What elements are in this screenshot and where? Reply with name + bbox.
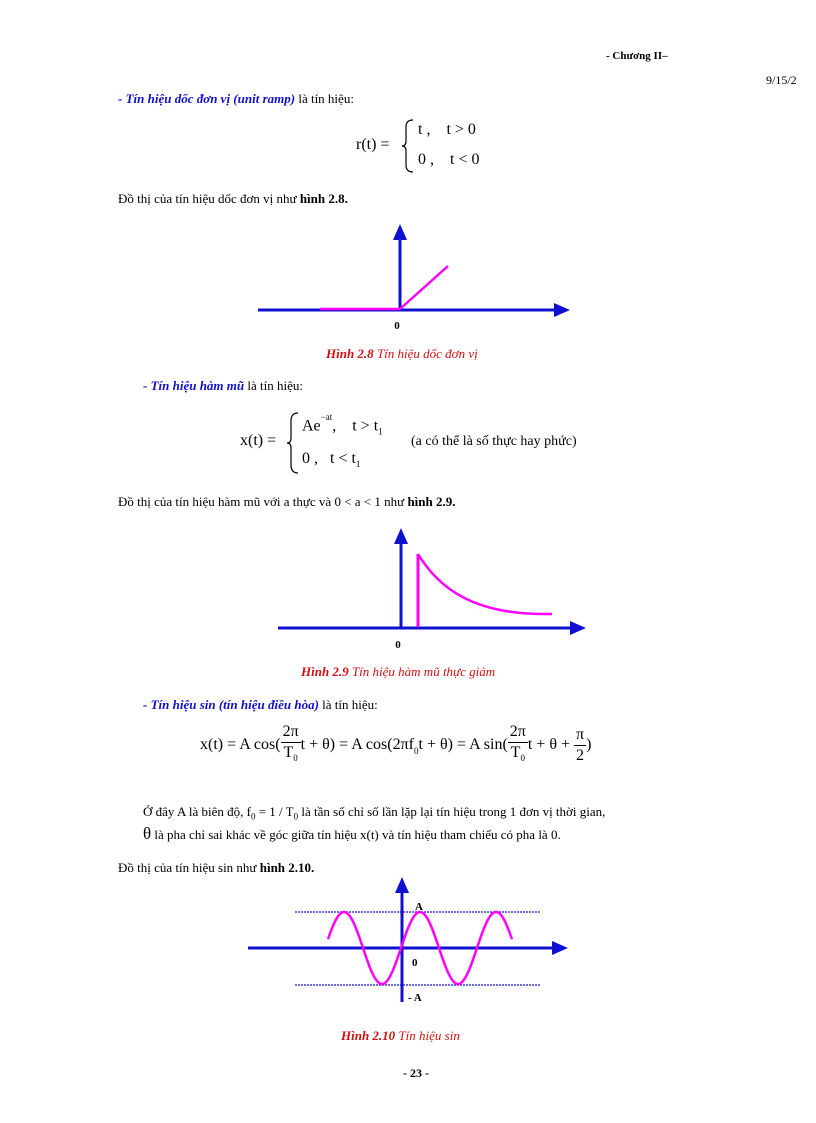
sin-y-arrow-icon bbox=[395, 877, 409, 893]
sin-theta-symbol: θ bbox=[143, 824, 152, 843]
sin-frac-1-num: 2π bbox=[281, 722, 301, 743]
sin-caption bbox=[341, 1028, 460, 1044]
exp-case1-sub: 1 bbox=[378, 426, 383, 437]
exp-x-arrow-icon bbox=[570, 621, 586, 635]
exp-title: - Tín hiệu hàm mũ bbox=[143, 378, 245, 393]
ramp-eq-lhs: r(t) = bbox=[356, 136, 390, 153]
sin-desc-1a: Ở đây A là biên độ, f bbox=[143, 804, 251, 819]
sin-desc-1c: là tần số chỉ số lần lặp lại tín hiệu trong 1 đơn vị thời gian, bbox=[298, 804, 606, 819]
sin-desc-sub1: 0 bbox=[250, 811, 256, 822]
sin-x-arrow-icon bbox=[552, 941, 568, 955]
sin-f-sub: 0 bbox=[414, 746, 419, 757]
exp-caption-number: Hình 2.9 bbox=[301, 664, 349, 679]
ramp-graph-text bbox=[118, 191, 348, 207]
ramp-brace bbox=[401, 119, 415, 173]
ramp-intro: là tín hiệu: bbox=[298, 91, 354, 106]
exp-caption bbox=[301, 664, 495, 680]
exp-y-arrow-icon bbox=[394, 528, 408, 544]
sin-label-neg-A: - A bbox=[408, 992, 422, 1004]
sin-frac-2-den: T bbox=[510, 744, 521, 761]
ramp-signal-slope bbox=[400, 266, 448, 309]
sin-frac-3-num: π bbox=[574, 725, 586, 746]
sin-caption-text: Tín hiệu sin bbox=[398, 1028, 460, 1043]
sin-desc-1b: = 1 / T bbox=[255, 804, 294, 819]
exp-caption-text: Tín hiệu hàm mũ thực giảm bbox=[351, 664, 496, 679]
sin-frac-1-den-sub: 0 bbox=[293, 753, 298, 764]
sin-label-A: A bbox=[415, 901, 423, 913]
sin-eq-lhs: x(t) = A cos( bbox=[200, 736, 281, 754]
ramp-title: - Tín hiệu dốc đơn vị (unit ramp) bbox=[118, 91, 296, 106]
sin-eq-mid1: t + θ) = A cos(2πf bbox=[300, 736, 414, 754]
exp-case2-sub: 1 bbox=[355, 459, 361, 470]
exp-graph-text bbox=[118, 494, 456, 510]
sin-graph-sentence: Đồ thị của tín hiệu sin như bbox=[118, 860, 257, 875]
exp-origin-label: 0 bbox=[395, 639, 401, 651]
sin-intro: là tín hiệu: bbox=[322, 697, 378, 712]
exp-heading bbox=[143, 378, 303, 394]
sin-title: - Tín hiệu sin (tín hiệu điều hòa) bbox=[143, 697, 319, 712]
exp-intro: là tín hiệu: bbox=[247, 378, 303, 393]
exp-brace bbox=[286, 412, 300, 474]
ramp-equation bbox=[356, 117, 556, 175]
ramp-heading bbox=[118, 91, 354, 107]
sin-figure bbox=[240, 872, 580, 1017]
sin-frac-3 bbox=[574, 725, 586, 766]
sin-frac-3-den: 2 bbox=[576, 746, 585, 764]
sin-desc-1 bbox=[143, 804, 605, 825]
ramp-y-arrow-icon bbox=[393, 224, 407, 240]
exp-case2 bbox=[302, 450, 360, 469]
exp-note: (a có thể là số thực hay phức) bbox=[411, 434, 577, 449]
chapter-header: - Chương II– bbox=[606, 50, 668, 62]
ramp-figure bbox=[250, 220, 580, 335]
ramp-origin-label: 0 bbox=[394, 320, 400, 332]
ramp-x-arrow-icon bbox=[554, 303, 570, 317]
ramp-caption-text: Tín hiệu dốc đơn vị bbox=[376, 346, 478, 361]
sin-frac-1 bbox=[281, 722, 301, 768]
sin-caption-number: Hình 2.10 bbox=[341, 1028, 396, 1043]
sin-equation bbox=[200, 722, 591, 768]
sin-desc-sub2: 0 bbox=[293, 811, 299, 822]
exp-graph-ref: hình 2.9. bbox=[407, 494, 456, 509]
ramp-case1: t , t > 0 bbox=[418, 121, 476, 138]
exp-figure bbox=[270, 522, 600, 652]
exp-case1 bbox=[302, 412, 383, 437]
ramp-caption-number: Hình 2.8 bbox=[326, 346, 374, 361]
page-number: - 23 - bbox=[403, 1066, 429, 1080]
sin-desc-2 bbox=[143, 826, 561, 843]
sin-origin-label: 0 bbox=[412, 957, 418, 969]
sin-desc-2-text: là pha chỉ sai khác về góc giữa tín hiệu x(t) và tín hiệu tham chiếu có pha là 0. bbox=[151, 827, 561, 842]
ramp-case2: 0 , t < 0 bbox=[418, 151, 480, 168]
sin-eq-mid2: t + θ) = A sin( bbox=[418, 736, 508, 754]
exp-signal-decay bbox=[418, 554, 552, 614]
sin-frac-2-num: 2π bbox=[508, 722, 528, 743]
exp-case1-exponent: −at bbox=[320, 412, 333, 422]
sin-eq-mid3: t + θ + bbox=[527, 736, 571, 754]
sin-frac-1-den: T bbox=[283, 744, 294, 761]
date-header: 9/15/2 bbox=[766, 73, 797, 87]
exp-eq-lhs: x(t) = bbox=[240, 432, 277, 449]
sin-eq-end: ) bbox=[586, 736, 592, 754]
exp-case1-cond: , t > t bbox=[332, 417, 379, 435]
sin-graph-ref: hình 2.10. bbox=[259, 860, 315, 875]
sin-frac-2-den-sub: 0 bbox=[520, 753, 525, 764]
ramp-graph-sentence: Đồ thị của tín hiệu dốc đơn vị như bbox=[118, 191, 297, 206]
sin-frac-2 bbox=[508, 722, 528, 768]
exp-case2-text: 0 , t < t bbox=[302, 450, 356, 467]
exp-case1-base: Ae bbox=[302, 417, 321, 435]
ramp-graph-ref: hình 2.8. bbox=[299, 191, 348, 206]
exp-graph-sentence: Đồ thị của tín hiệu hàm mũ với a thực và 0 < a < 1 như bbox=[118, 494, 405, 509]
exp-equation bbox=[240, 408, 660, 478]
ramp-caption bbox=[326, 346, 478, 362]
sin-heading bbox=[143, 697, 378, 713]
